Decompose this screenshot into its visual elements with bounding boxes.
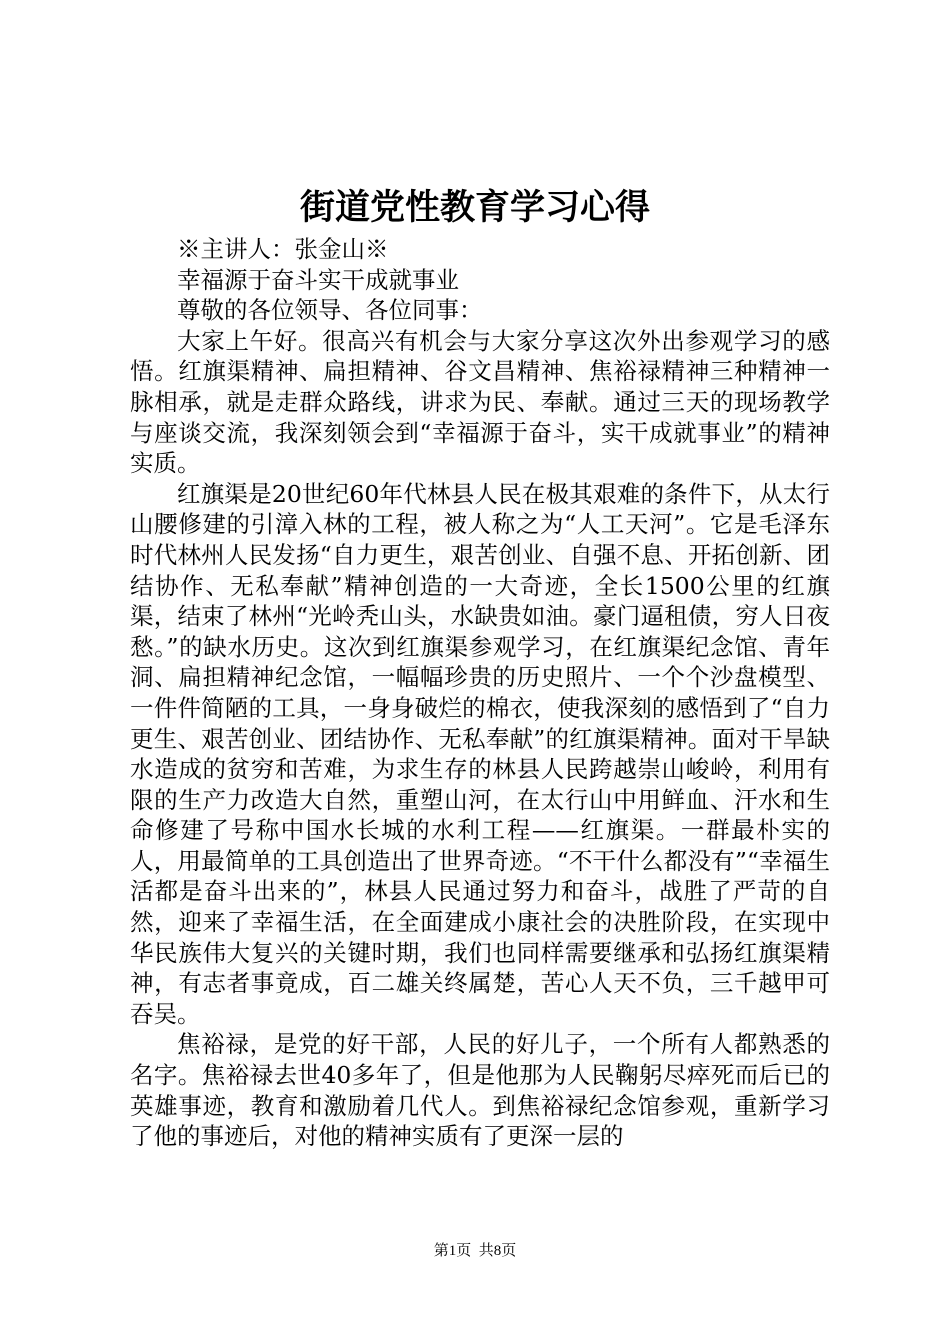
page-number: 第1页 [433, 1243, 472, 1259]
page-footer [0, 1241, 950, 1261]
subtitle-line: 幸福源于奋斗实干成就事业 [177, 265, 459, 294]
page-total: 共8页 [478, 1243, 517, 1259]
salutation-line: 尊敬的各位领导、各位同事： [177, 296, 483, 325]
paragraph: 红旗渠是20世纪60年代林县人民在极其艰难的条件下，从太行山腰修建的引漳入林的工程，被人称之为“人工天河”。它是毛泽东时代林州人民发扬“自力更生，艰苦创业、自强不息、开拓创新、团结协作、无私奉献”精神创造的一大奇迹，全长1500公里的红旗渠，结束了林州“光岭秃山头，水缺贵如油。豪门逼租债，穷人日夜愁。”的缺水历史。这次到红旗渠参观学习，在红旗渠纪念馆、青年洞、扁担精神纪念馆，一幅幅珍贵的历史照片、一个个沙盘模型、一件件简陋的工具，一身身破烂的棉衣，使我深刻的感悟到了“自力更生、艰苦创业、团结协作、无私奉献”的红旗渠精神。面对干旱缺水造成的贫穷和苦难，为求生存的林县人民跨越崇山峻岭，利用有限的生产力改造大自然，重塑山河，在太行山中用鲜血、汗水和生命修建了号称中国水长城的水利工程——红旗渠。一群最朴实的人，用最简单的工具创造出了世界奇迹。“不干什么都没有”“幸福生活都是奋斗出来的”，林县人民通过努力和奋斗，战胜了严苛的自然，迎来了幸福生活，在全面建成小康社会的决胜阶段，在实现中华民族伟大复兴的关键时期，我们也同样需要继承和弘扬红旗渠精神，有志者事竟成，百二雄关终属楚，苦心人天不负，三千越甲可吞吴。 [130, 479, 830, 1028]
document-body [130, 234, 830, 1152]
speaker-line: ※主讲人：张金山※ [177, 235, 389, 263]
document-title: 街道党性教育学习心得 [299, 187, 650, 228]
paragraph: 大家上午好。很高兴有机会与大家分享这次外出参观学习的感悟。红旗渠精神、扁担精神、谷文昌精神、焦裕禄精神三种精神一脉相承，就是走群众路线，讲求为民、奉献。通过三天的现场教学与座谈交流，我深刻领会到“幸福源于奋斗，实干成就事业”的精神实质。 [130, 326, 830, 478]
paragraph: 焦裕禄，是党的好干部，人民的好儿子，一个所有人都熟悉的名字。焦裕禄去世40多年了，但是他那为人民鞠躬尽瘁死而后已的英雄事迹，教育和激励着几代人。到焦裕禄纪念馆参观，重新学习了他的事迹后，对他的精神实质有了更深一层的 [130, 1030, 830, 1151]
